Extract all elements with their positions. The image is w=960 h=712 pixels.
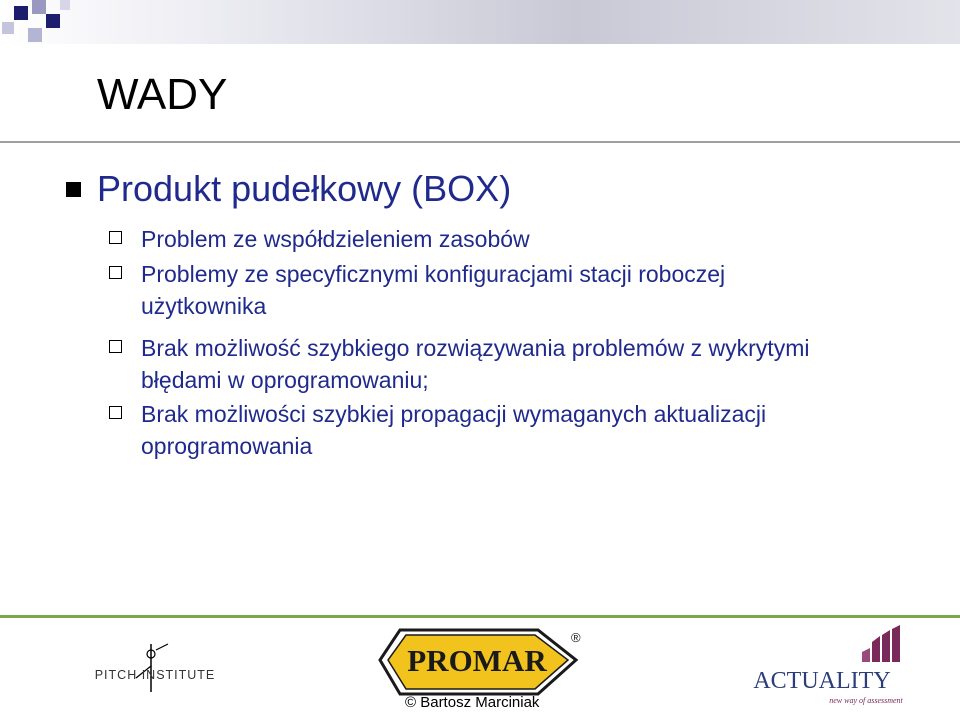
deco-square-navy [46,14,60,28]
sub-point-text: Brak możliwości szybkiej propagacji wymaganych aktualizacji oprogramowania [141,401,767,459]
main-point: Produkt pudełkowy (BOX) [97,168,512,209]
sub-point-text: Problemy ze specyficznymi konfiguracjami stacji roboczej użytkownika [141,261,726,319]
sub-point-text: Brak możliwość szybkiego rozwiązywania problemów z wykrytymi błędami w oprogramowaniu; [141,335,810,393]
author-credit: © Bartosz Marciniak [405,694,540,711]
header-gradient-band [0,0,960,44]
deco-square-light [2,22,14,34]
hollow-square-bullet-icon [109,406,122,419]
deco-square-navy [14,6,28,20]
actuality-wordmark: ACTUALITY [753,668,891,694]
title-divider [0,141,960,143]
pitch-institute-logo [40,630,270,700]
deco-square-lilac [32,0,46,14]
promar-wordmark: PROMAR [407,643,547,678]
deco-square-light [60,0,70,10]
actuality-logo [744,622,914,708]
pitch-institute-wordmark: PITCH INSTITUTE [94,668,216,682]
deco-square-light [28,28,42,42]
slide-title: WADY [97,70,228,119]
hollow-square-bullet-icon [109,340,122,353]
promar-logo [378,624,588,700]
sub-point-text: Problem ze współdzieleniem zasobów [141,226,530,252]
actuality-tagline: new way of assessment [829,696,903,705]
square-bullet-icon [66,182,81,197]
registered-mark: ® [571,630,581,645]
hollow-square-bullet-icon [109,266,122,279]
hollow-square-bullet-icon [109,231,122,244]
footer-divider [0,615,960,618]
